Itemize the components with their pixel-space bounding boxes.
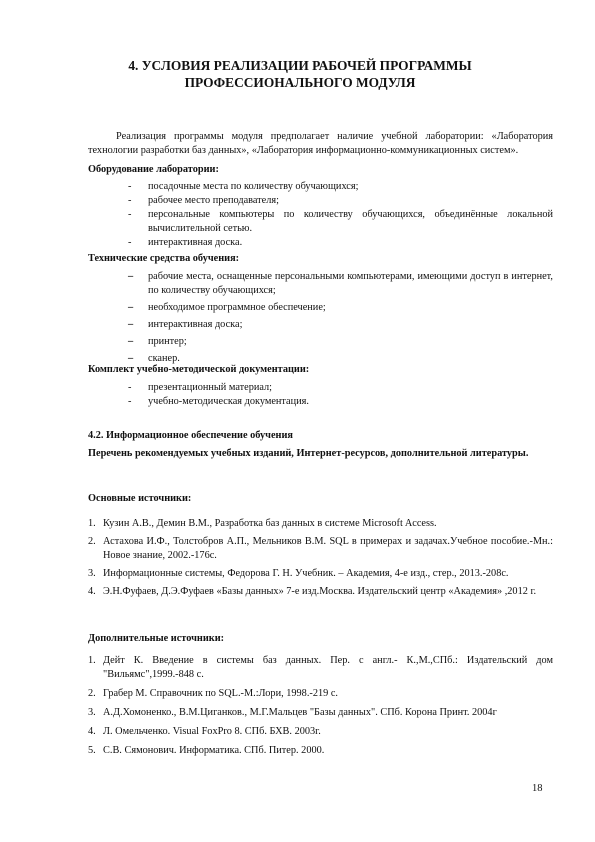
dash-marker: –	[128, 336, 134, 347]
list-item: 1. Кузин А.В., Демин В.М., Разработка баз данных в системе Microsoft Access.	[88, 518, 437, 529]
list-item: 3. А.Д.Хомоненко., В.М.Циганков., М.Г.Мальцев "Базы данных". СПб. Корона Принт. 2004г	[88, 707, 497, 718]
list-item: 5. С.В. Сямонович. Информатика. СПб. Питер. 2000.	[88, 745, 325, 756]
methodical-heading: Комплект учебно-методической документации:	[88, 364, 310, 375]
list-item: – сканер.	[128, 353, 180, 364]
title-line-1: 4. УСЛОВИЯ РЕАЛИЗАЦИИ РАБОЧЕЙ ПРОГРАММЫ	[128, 58, 472, 73]
list-number: 5.	[88, 745, 96, 756]
bullet-marker: -	[128, 382, 132, 393]
list-number: 1.	[88, 655, 96, 666]
list-item: - учебно-методическая документация.	[128, 396, 309, 407]
technical-heading: Технические средства обучения:	[88, 253, 240, 264]
section-4-2-title: 4.2. Информационное обеспечение обучения	[88, 430, 293, 441]
list-item: 3. Информационные системы, Федорова Г. Н. Учебник. – Академия, 4-е изд., стер., 2013.-208с.	[88, 568, 509, 579]
list-item: 4. Л. Омельченко. Visual FoxPro 8. СПб. БХВ. 2003г.	[88, 726, 321, 737]
main-sources-heading: Основные источники:	[88, 493, 192, 504]
title-line-2: ПРОФЕССИОНАЛЬНОГО МОДУЛЯ	[184, 75, 416, 90]
list-number: 2.	[88, 688, 96, 699]
list-number: 3.	[88, 707, 96, 718]
methodical-list	[128, 381, 553, 409]
section-4-2-subtitle: Перечень рекомендуемых учебных изданий, Интернет-ресурсов, дополнительной литературы.	[88, 448, 529, 459]
list-item: – принтер;	[128, 336, 187, 347]
list-number: 2.	[88, 536, 96, 547]
list-number: 3.	[88, 568, 96, 579]
technical-list	[128, 270, 553, 366]
equipment-list	[128, 180, 553, 250]
list-item: - рабочее место преподавателя;	[128, 195, 279, 206]
page-number: 18	[532, 783, 543, 794]
dash-marker: –	[128, 271, 134, 282]
list-item: - интерактивная доска.	[128, 237, 243, 248]
bullet-marker: -	[128, 237, 132, 248]
list-item: 1. Дейт К. Введение в системы баз данных. Пер. с англ.- К.,М.,СПб.: Издательский дом "Вильямс",1999.-848 с.	[88, 655, 553, 680]
additional-sources-heading: Дополнительные источники:	[88, 633, 225, 644]
dash-marker: –	[128, 302, 134, 313]
list-item: 2. Грабер М. Справочник по SQL.-М.:Лори, 1998.-219 с.	[88, 688, 338, 699]
list-item: - презентационный материал;	[128, 382, 273, 393]
dash-marker: –	[128, 319, 134, 330]
intro-paragraph	[88, 130, 553, 158]
list-number: 1.	[88, 518, 96, 529]
bullet-marker: -	[128, 195, 132, 206]
bullet-marker: -	[128, 396, 132, 407]
bullet-marker: -	[128, 209, 132, 220]
list-item: 2. Астахова И.Ф., Толстобров А.П., Мельников В.М. SQL в примерах и задачах.Учебное пособие.-Мн.: Новое знание, 2002.-176с.	[88, 536, 553, 561]
list-item: - персональные компьютеры по количеству обучающихся, объединённые локальной вычислительной сетью.	[128, 209, 553, 234]
dash-marker: –	[128, 353, 134, 364]
main-sources-list	[88, 517, 553, 603]
list-item: – необходимое программное обеспечение;	[128, 302, 326, 313]
list-item: 4. Э.Н.Фуфаев, Д.Э.Фуфаев «Базы данных» 7-е изд.Москва. Издательский центр «Академия» ,2012 г.	[88, 586, 537, 597]
intro-text: Реализация программы модуля предполагает наличие учебной лаборатории: «Лаборатория технологии разработки баз данных», «Лаборатория информационно-коммуникационных систем».	[88, 131, 553, 156]
additional-sources-list	[88, 654, 553, 762]
list-item: - посадочные места по количеству обучающихся;	[128, 181, 359, 192]
list-number: 4.	[88, 586, 96, 597]
list-item: – рабочие места, оснащенные персональными компьютерами, имеющими доступ в интернет, по количеству обучающихся;	[128, 271, 553, 296]
bullet-marker: -	[128, 181, 132, 192]
list-item: – интерактивная доска;	[128, 319, 243, 330]
page-title	[70, 57, 530, 91]
list-number: 4.	[88, 726, 96, 737]
equipment-heading: Оборудование лаборатории:	[88, 164, 219, 175]
